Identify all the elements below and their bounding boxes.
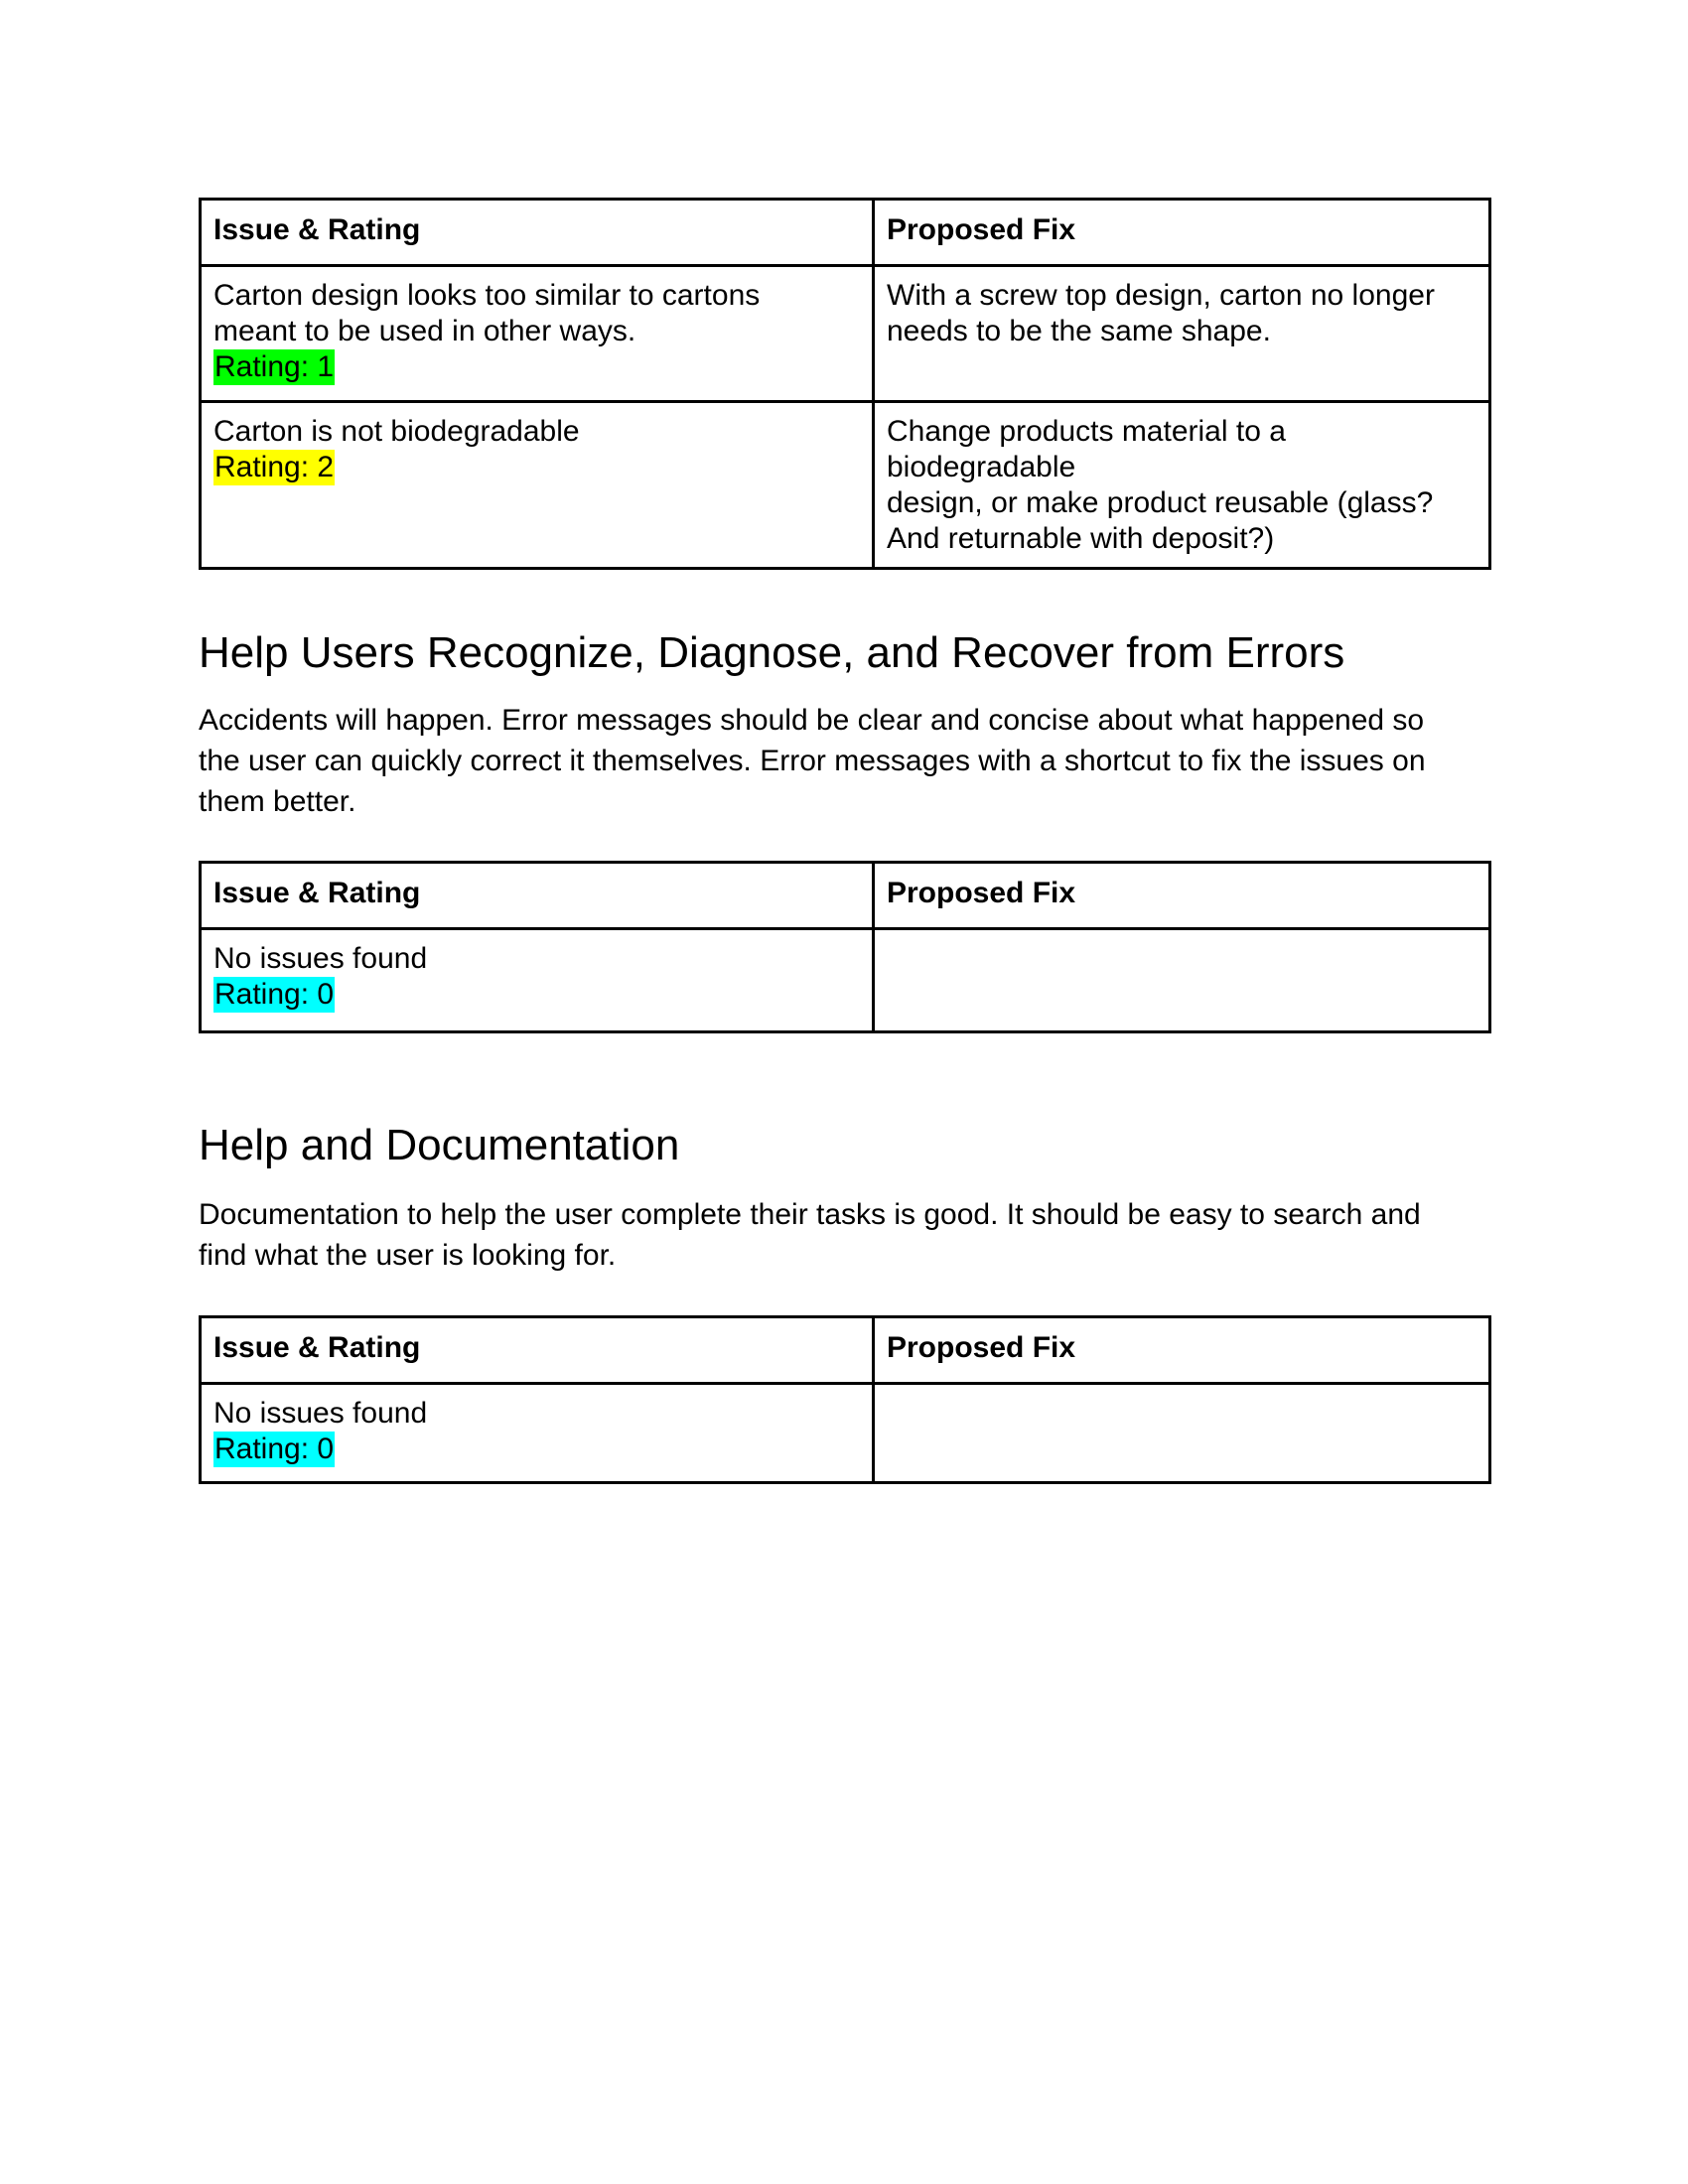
issue-cell bbox=[201, 1384, 874, 1483]
issue-text-line: No issues found bbox=[213, 1397, 428, 1430]
issues-table-1 bbox=[199, 198, 1491, 570]
rating-badge: Rating: 0 bbox=[214, 1433, 335, 1465]
issues-table-3 bbox=[199, 1315, 1491, 1484]
table-header-row bbox=[201, 863, 1490, 929]
fix-cell bbox=[874, 929, 1490, 1032]
header-proposed-fix: Proposed Fix bbox=[874, 863, 1490, 929]
rating-badge: Rating: 0 bbox=[214, 978, 335, 1011]
issue-cell bbox=[201, 402, 874, 569]
header-issue-rating: Issue & Rating bbox=[201, 200, 874, 266]
description-line: Accidents will happen. Error messages should be clear and concise about what happened so bbox=[199, 704, 1425, 737]
header-proposed-fix: Proposed Fix bbox=[874, 200, 1490, 266]
section-heading: Help Users Recognize, Diagnose, and Recover from Errors bbox=[199, 628, 1345, 677]
table-header-row bbox=[201, 200, 1490, 266]
fix-cell bbox=[874, 402, 1490, 569]
fix-text-line: And returnable with deposit?) bbox=[887, 522, 1275, 555]
description-line: Documentation to help the user complete their tasks is good. It should be easy to search and bbox=[199, 1198, 1421, 1231]
issue-text-line: Carton design looks too similar to cartons bbox=[213, 279, 761, 312]
table-row bbox=[201, 1384, 1490, 1483]
table-row bbox=[201, 266, 1490, 402]
fix-cell bbox=[874, 1384, 1490, 1483]
description-line: the user can quickly correct it themselves. Error messages with a shortcut to fix the issues on bbox=[199, 745, 1426, 777]
header-issue-rating: Issue & Rating bbox=[201, 863, 874, 929]
section-description bbox=[199, 700, 1499, 822]
table-row bbox=[201, 929, 1490, 1032]
fix-text-line: Change products material to a biodegradable bbox=[887, 415, 1286, 483]
rating-badge: Rating: 1 bbox=[214, 350, 335, 383]
issue-text-line: meant to be used in other ways. bbox=[213, 315, 636, 347]
description-line: find what the user is looking for. bbox=[199, 1239, 617, 1272]
issue-text-line: Carton is not biodegradable bbox=[213, 415, 580, 448]
rating-badge: Rating: 2 bbox=[214, 451, 335, 483]
issues-table-2 bbox=[199, 861, 1491, 1033]
header-issue-rating: Issue & Rating bbox=[201, 1317, 874, 1384]
issue-text-line: No issues found bbox=[213, 942, 428, 975]
section-description bbox=[199, 1194, 1499, 1276]
description-line: them better. bbox=[199, 785, 356, 818]
header-proposed-fix: Proposed Fix bbox=[874, 1317, 1490, 1384]
table-row bbox=[201, 402, 1490, 569]
issue-cell bbox=[201, 266, 874, 402]
fix-cell bbox=[874, 266, 1490, 402]
fix-text-line: design, or make product reusable (glass? bbox=[887, 486, 1434, 519]
table-header-row bbox=[201, 1317, 1490, 1384]
fix-text-line: needs to be the same shape. bbox=[887, 315, 1271, 347]
issue-cell bbox=[201, 929, 874, 1032]
section-heading: Help and Documentation bbox=[199, 1121, 680, 1169]
fix-text-line: With a screw top design, carton no longer bbox=[887, 279, 1435, 312]
